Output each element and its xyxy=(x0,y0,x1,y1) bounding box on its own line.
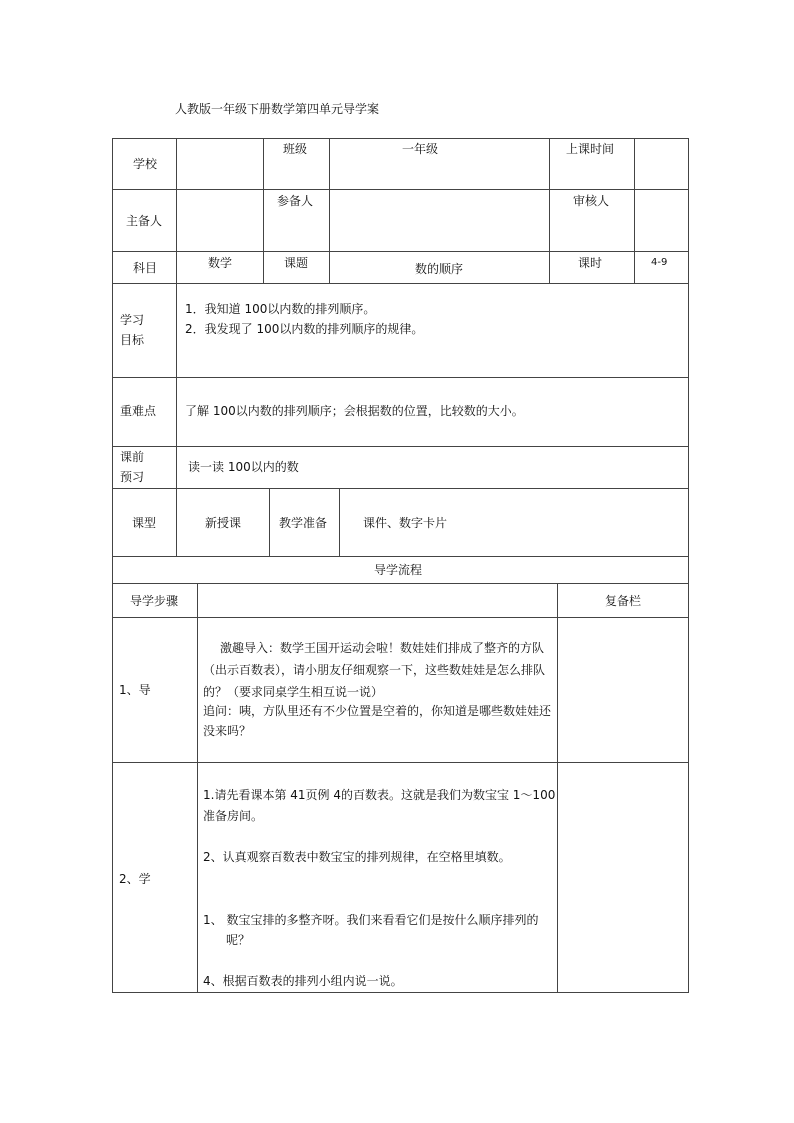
row-divider xyxy=(112,377,689,378)
column-divider xyxy=(263,138,264,283)
teaching-prep-label: 教学准备 xyxy=(279,516,328,530)
preview-label-line2: 预习 xyxy=(120,470,145,484)
participants-label: 参备人 xyxy=(277,194,314,208)
column-divider xyxy=(197,583,198,993)
subject-label: 科目 xyxy=(133,261,158,275)
document-title: 人教版一年级下册数学第四单元导学案 xyxy=(175,102,380,116)
lead-preparer-label: 主备人 xyxy=(126,214,163,228)
topic-value: 数的顺序 xyxy=(415,262,464,276)
teaching-prep-value: 课件、数字卡片 xyxy=(363,516,448,530)
column-divider xyxy=(176,138,177,283)
class-time-label: 上课时间 xyxy=(566,142,615,156)
preview-text: 读一读 100以内的数 xyxy=(188,460,299,474)
review-column-header: 复备栏 xyxy=(605,594,642,608)
period-value: 4-9 xyxy=(651,257,668,268)
step2-line: 1、 数宝宝排的多整齐呀。我们来看看它们是按什么顺序排列的 xyxy=(203,913,539,927)
goals-label-line1: 学习 xyxy=(120,313,145,327)
row-divider xyxy=(112,189,689,190)
step1-label: 1、导 xyxy=(119,683,151,697)
step1-line: 的？（要求同桌学生相互说一说） xyxy=(203,685,384,699)
row-divider xyxy=(112,583,689,584)
class-value: 一年级 xyxy=(402,142,439,156)
preview-label-line1: 课前 xyxy=(120,450,145,464)
key-points-label: 重难点 xyxy=(120,404,157,418)
column-divider xyxy=(329,138,330,283)
column-divider xyxy=(634,138,635,283)
period-label: 课时 xyxy=(578,256,603,270)
reviewer-label: 审核人 xyxy=(573,194,610,208)
step2-line: 准备房间。 xyxy=(203,809,264,823)
row-divider xyxy=(112,446,689,447)
row-divider xyxy=(112,488,689,489)
row-divider xyxy=(112,283,689,284)
row-divider xyxy=(112,556,689,557)
goal-item-1: 1．我知道 100以内数的排列顺序。 xyxy=(185,302,376,316)
step2-line: 呢？ xyxy=(226,933,251,947)
column-divider xyxy=(176,283,177,556)
step2-label: 2、学 xyxy=(119,872,151,886)
lesson-type-value: 新授课 xyxy=(205,516,242,530)
step1-line: 没来吗？ xyxy=(203,724,252,738)
column-divider xyxy=(557,583,558,993)
steps-column-header: 导学步骤 xyxy=(130,594,179,608)
class-label: 班级 xyxy=(283,142,308,156)
step1-line: （出示百数表），请小朋友仔细观察一下，这些数娃娃是怎么排队 xyxy=(203,663,546,677)
process-heading: 导学流程 xyxy=(374,563,423,577)
row-divider xyxy=(112,762,689,763)
key-points-text: 了解 100以内数的排列顺序；会根据数的位置，比较数的大小。 xyxy=(185,404,524,418)
school-label: 学校 xyxy=(133,157,158,171)
step1-line: 追问：咦，方队里还有不少位置是空着的，你知道是哪些数娃娃还 xyxy=(203,704,552,718)
lesson-type-label: 课型 xyxy=(132,516,157,530)
topic-label: 课题 xyxy=(284,256,309,270)
step2-line: 1.请先看课本第 41页例 4的百数表。这就是我们为数宝宝 1～100 xyxy=(203,788,556,802)
step1-line: 激趣导入：数学王国开运动会啦！数娃娃们排成了整齐的方队 xyxy=(220,641,545,655)
goal-item-2: 2．我发现了 100以内数的排列顺序的规律。 xyxy=(185,322,424,336)
column-divider xyxy=(549,138,550,283)
row-divider xyxy=(112,251,689,252)
goals-label-line2: 目标 xyxy=(120,333,145,347)
step2-line: 2、认真观察百数表中数宝宝的排列规律，在空格里填数。 xyxy=(203,850,511,864)
column-divider xyxy=(269,488,270,556)
subject-value: 数学 xyxy=(208,256,233,270)
row-divider xyxy=(112,617,689,618)
column-divider xyxy=(339,488,340,556)
step2-line: 4、根据百数表的排列小组内说一说。 xyxy=(203,974,403,988)
